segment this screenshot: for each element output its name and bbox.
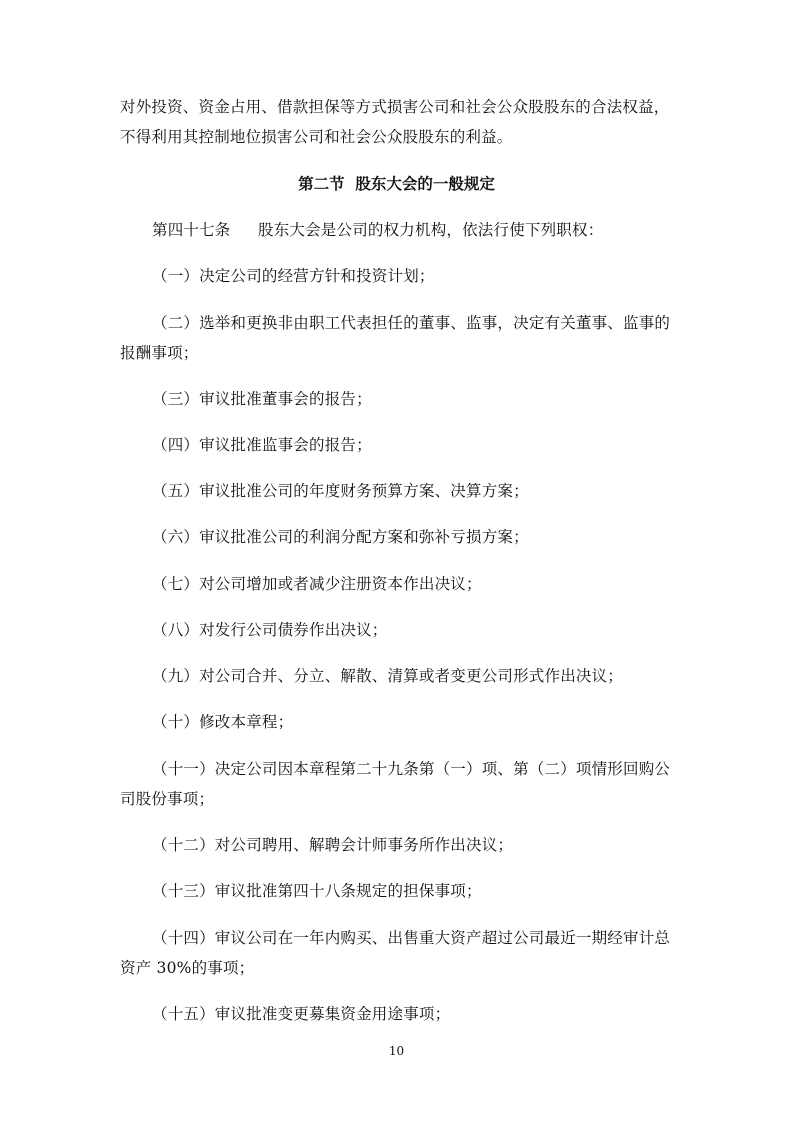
intro-line-1: 对外投资、资金占用、借款担保等方式损害公司和社会公众股股东的合法权益， (120, 98, 670, 116)
item-3: （三）审议批准董事会的报告； (152, 390, 372, 408)
article-47 (152, 220, 712, 240)
page-number: 10 (388, 1044, 405, 1058)
article-text: 股东大会是公司的权力机构，依法行使下列职权： (258, 221, 604, 239)
item-2-line-1: （二）选举和更换非由职工代表担任的董事、监事，决定有关董事、监事的 (152, 314, 671, 332)
section-title: 第二节 股东大会的一般规定 (298, 174, 495, 193)
article-number: 第四十七条 (152, 221, 231, 239)
item-10: （十）修改本章程； (152, 713, 294, 731)
item-13: （十三）审议批准第四十八条规定的担保事项； (152, 882, 482, 900)
item-14-line-2: 资产 30%的事项； (120, 959, 255, 977)
intro-line-2: 不得利用其控制地位损害公司和社会公众股股东的利益。 (120, 128, 513, 146)
item-14-line-1: （十四）审议公司在一年内购买、出售重大资产超过公司最近一期经审计总 (152, 929, 671, 947)
item-7: （七）对公司增加或者减少注册资本作出决议； (152, 575, 482, 593)
item-15: （十五）审议批准变更募集资金用途事项； (152, 1005, 451, 1023)
item-8: （八）对发行公司债券作出决议； (152, 621, 388, 639)
item-11-line-1: （十一）决定公司因本章程第二十九条第（一）项、第（二）项情形回购公 (152, 760, 671, 778)
item-2-line-2: 报酬事项； (120, 344, 199, 362)
item-4: （四）审议批准监事会的报告； (152, 436, 372, 454)
item-12: （十二）对公司聘用、解聘会计师事务所作出决议； (152, 836, 514, 854)
item-6: （六）审议批准公司的利润分配方案和弥补亏损方案； (152, 528, 529, 546)
item-5: （五）审议批准公司的年度财务预算方案、决算方案； (152, 482, 529, 500)
item-1: （一）决定公司的经营方针和投资计划； (152, 267, 435, 285)
item-11-line-2: 司股份事项； (120, 790, 215, 808)
item-9: （九）对公司合并、分立、解散、清算或者变更公司形式作出决议； (152, 667, 624, 685)
